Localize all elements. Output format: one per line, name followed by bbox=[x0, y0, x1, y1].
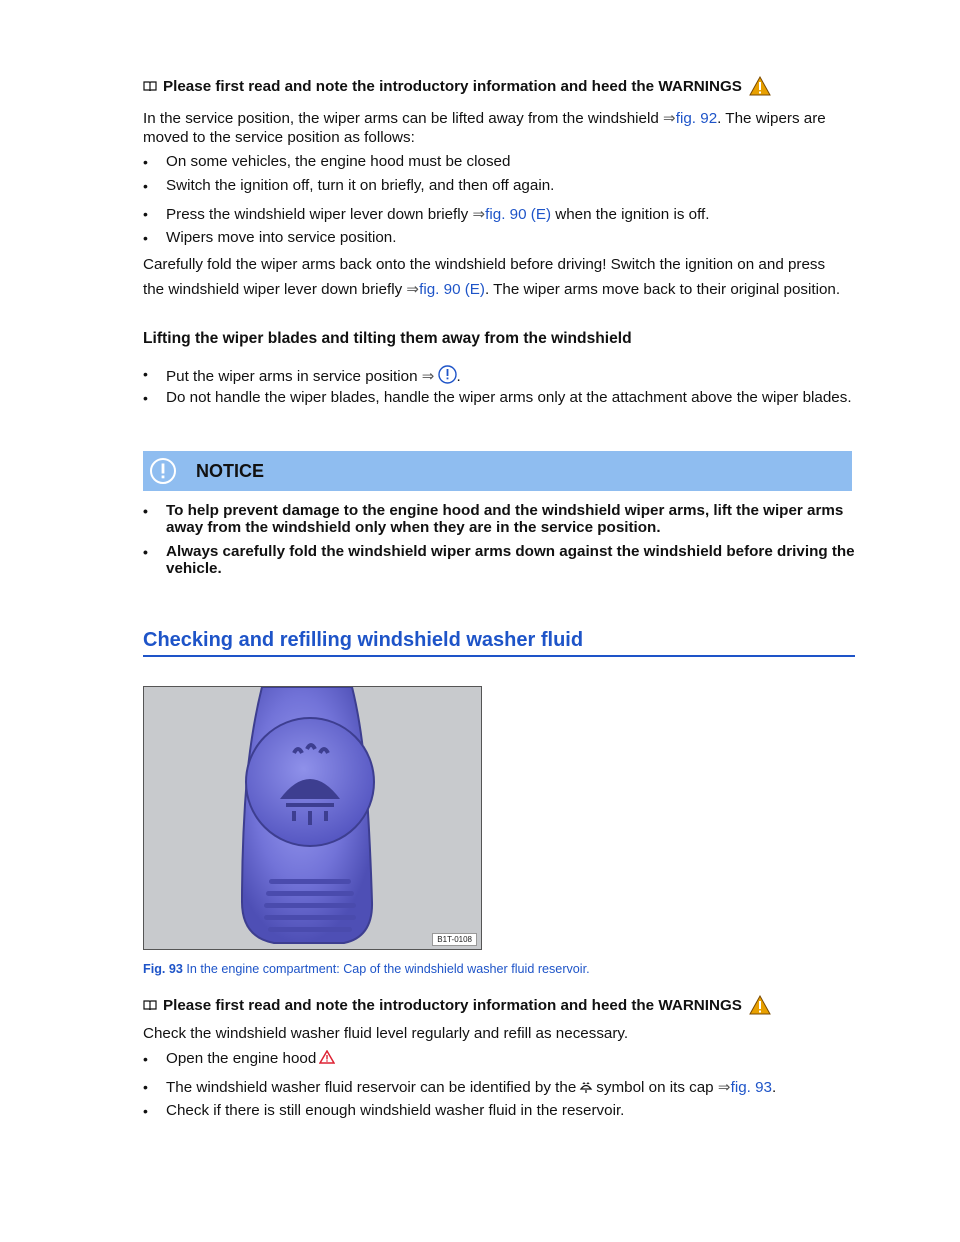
figure-caption: Fig. 93 In the engine compartment: Cap of the windshield washer fluid reservoir. bbox=[143, 962, 590, 976]
warning-triangle-icon bbox=[749, 76, 771, 96]
figure-code: B1T-0108 bbox=[432, 933, 477, 946]
fig-93-link[interactable]: fig. 93 bbox=[730, 1079, 772, 1096]
fold-back-paragraph: Carefully fold the wiper arms back onto the windshield before driving! Switch the ignition on and press the windshield wiper lever down briefly ⇒fig. 90 (E). The wiper arms move back to their original position. bbox=[143, 256, 841, 298]
notice-item: • Always carefully fold the windshield wiper arms down against the windshield before driving the vehicle. bbox=[143, 543, 855, 577]
list-item: • Put the wiper arms in service position ⇒ . bbox=[143, 366, 461, 385]
washer-cap-figure bbox=[143, 686, 482, 950]
list-item: • Check if there is still enough windshield washer fluid in the reservoir. bbox=[143, 1102, 625, 1119]
list-item: • Switch the ignition off, turn it on briefly, and then off again. bbox=[143, 177, 555, 194]
list-item: • Wipers move into service position. bbox=[143, 229, 397, 246]
fig-92-link[interactable]: fig. 92 bbox=[675, 110, 718, 127]
intro-heading: Please first read and note the introductory information and heed the WARNINGS bbox=[143, 76, 855, 96]
lifting-heading: Lifting the wiper blades and tilting them away from the windshield bbox=[143, 330, 632, 347]
list-item: • Open the engine hood bbox=[143, 1050, 855, 1069]
fig-90-link-2[interactable]: fig. 90 (E) bbox=[419, 281, 485, 298]
list-item: • Press the windshield wiper lever down briefly ⇒fig. 90 (E) when the ignition is off. bbox=[143, 206, 710, 223]
fig-90-link[interactable]: fig. 90 (E) bbox=[485, 206, 552, 223]
notice-label: NOTICE bbox=[196, 460, 265, 481]
list-item: • The windshield washer fluid reservoir can be identified by the symbol on its cap ⇒fig. 93. bbox=[143, 1079, 777, 1096]
notice-box bbox=[143, 451, 852, 491]
list-item: • Do not handle the wiper blades, handle the wiper arms only at the attachment above the wiper blades. bbox=[143, 389, 852, 406]
notice-item: • To help prevent damage to the engine hood and the windshield wiper arms, lift the wiper arms away from the windshield only when they are in the service position. bbox=[143, 502, 844, 536]
section-title: Checking and refilling windshield washer fluid bbox=[143, 627, 855, 657]
list-item: • On some vehicles, the engine hood must be closed bbox=[143, 153, 511, 170]
washer-symbol-icon bbox=[579, 1080, 593, 1094]
intro-heading-2: Please first read and note the introductory information and heed the WARNINGS bbox=[143, 995, 855, 1015]
check-fluid-paragraph: Check the windshield washer fluid level regularly and refill as necessary. bbox=[143, 1025, 629, 1042]
warning-ref-icon[interactable] bbox=[319, 1050, 335, 1064]
service-position-paragraph: In the service position, the wiper arms can be lifted away from the windshield ⇒fig. 92. The wipers are moved to the service position as follows: bbox=[143, 110, 826, 146]
notice-ref-icon[interactable] bbox=[438, 365, 457, 384]
warning-triangle-icon bbox=[749, 995, 771, 1015]
book-icon bbox=[143, 81, 157, 92]
exclamation-circle-icon bbox=[148, 456, 178, 486]
book-icon bbox=[143, 1000, 157, 1011]
washer-cap-illustration bbox=[144, 687, 482, 950]
